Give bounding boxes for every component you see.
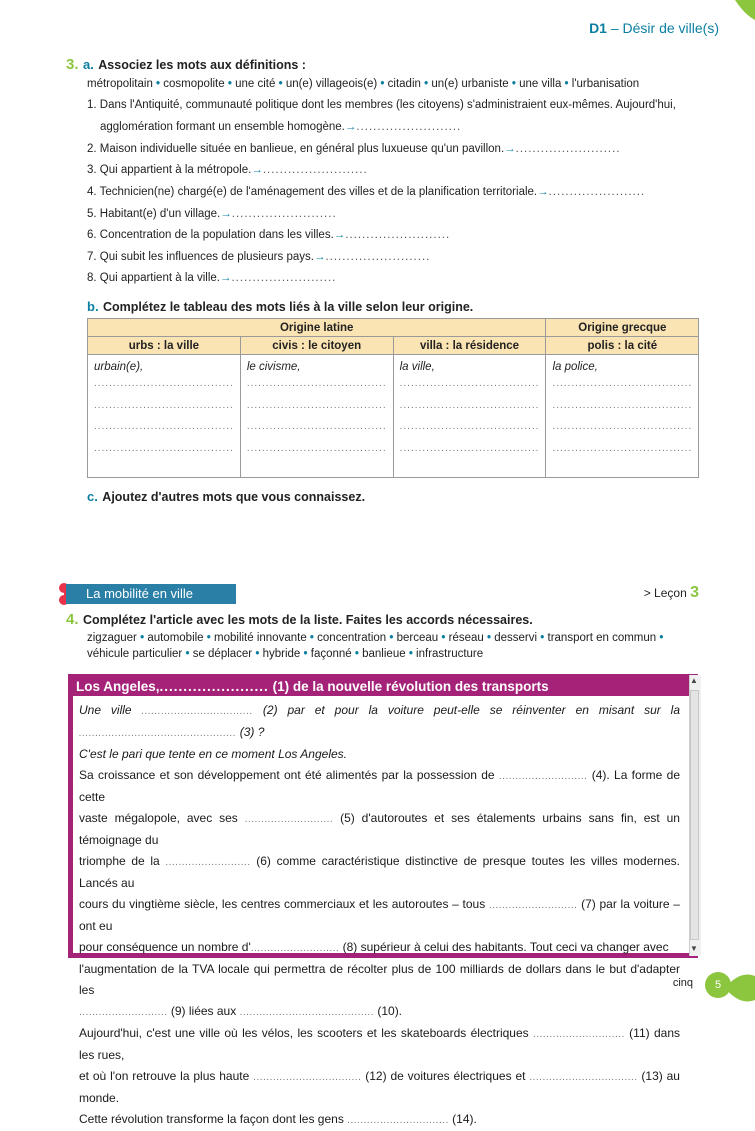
group-latin-header: Origine latine [88, 319, 546, 337]
table-cell-civis[interactable]: le civisme, ..................................... ..................................... ..................................... ..................................... [240, 355, 393, 478]
article-title-start: Los Angeles, [76, 679, 160, 694]
ex4-word-list-line2: véhicule particulier • se déplacer • hybride • façonné • banlieue • infrastructure [87, 648, 484, 660]
answer-blank[interactable]: ............................ [533, 1029, 625, 1040]
arrow-right-icon: → [504, 143, 516, 155]
table-cell-villa[interactable]: la ville, ..................................... ..................................... ..................................... ..................................... [393, 355, 546, 478]
definition-text: agglomération formant un ensemble homogène. [100, 121, 345, 133]
ex3c-letter: c. [87, 489, 98, 504]
definition-number: 4. [87, 186, 97, 198]
word: mobilité innovante [214, 632, 307, 644]
definition-4 [87, 186, 645, 198]
article-line: pour conséquence un nombre d'........................... (8) supérieur à celui des habitants. Tout ceci va changer avec [79, 940, 669, 954]
ex3-heading [66, 56, 306, 74]
ex4-number: 4. [66, 611, 79, 628]
definition-text: Dans l'Antiquité, communauté politique dont les membres (les citoyens) s'administraient eux-mêmes. Aujourd'hui, [99, 99, 676, 111]
word: banlieue [362, 648, 406, 660]
ex3b-letter: b. [87, 299, 99, 314]
example-word: la ville, [399, 361, 435, 373]
ex4-heading [66, 611, 533, 629]
arrow-right-icon: → [537, 186, 549, 198]
answer-blank[interactable]: ......................... [345, 229, 451, 241]
answer-blank[interactable]: ......................... [231, 272, 337, 284]
origin-table [87, 318, 699, 478]
answer-blank[interactable]: ........................... [250, 943, 340, 954]
word: berceau [396, 632, 439, 644]
definition-number: 5. [87, 208, 97, 220]
definition-1-cont [100, 121, 461, 133]
unit-title: – Désir de ville(s) [610, 20, 719, 36]
definition-text: Habitant(e) d'un village. [99, 208, 221, 220]
definition-7 [87, 251, 430, 263]
footer-decoration-icon [725, 970, 755, 1006]
arrow-right-icon: → [333, 229, 346, 241]
example-word: le civisme, [246, 361, 301, 373]
article-line: cours du vingtième siècle, les centres commerciaux et les autoroutes – tous ........................... (7) par la voiture – ont eu [79, 897, 680, 933]
ex3c-instruction: Ajoutez d'autres mots que vous connaissez. [102, 490, 366, 504]
arrow-right-icon: → [220, 208, 232, 220]
corner-decoration-icon [725, 0, 755, 60]
definition-6 [87, 229, 450, 241]
group-greek-header: Origine grecque [546, 319, 699, 337]
definition-text: Technicien(ne) chargé(e) de l'aménagement des villes et de la planification territoriale. [99, 186, 538, 198]
word: une villa [519, 78, 562, 90]
ex3b-heading [87, 298, 473, 316]
answer-blank[interactable]: .................................. [141, 706, 253, 717]
article-line: C'est le pari que tente en ce moment Los Angeles. [79, 747, 348, 761]
article-line: l'augmentation de la TVA locale qui permettra de récolter plus de 100 milliards de dollars dans le but d'adapter les [79, 962, 680, 997]
word: un(e) urbaniste [431, 78, 509, 90]
article-body [79, 700, 680, 1131]
word: transport en commun [547, 632, 657, 644]
word: métropolitain [87, 78, 153, 90]
column-header-urbs: urbs : la ville [88, 337, 241, 355]
page-number: 5 [705, 972, 731, 998]
table-cell-urbs[interactable]: urbain(e), ..................................... ..................................... ..................................... ..................................... [88, 355, 241, 478]
answer-blank[interactable]: ........................... [79, 1007, 168, 1018]
word: desservi [494, 632, 538, 644]
word: infrastructure [416, 648, 484, 660]
page-header [589, 20, 719, 36]
lesson-label: > Leçon [643, 586, 687, 600]
word: réseau [448, 632, 484, 644]
answer-blank[interactable]: ......................... [231, 208, 337, 220]
definition-3 [87, 164, 368, 176]
answer-blank[interactable]: ......................................... [239, 1007, 374, 1018]
scroll-up-icon[interactable]: ▲ [690, 676, 698, 685]
definition-number: 6. [87, 229, 97, 241]
word: véhicule particulier [87, 648, 183, 660]
article-line: Cette révolution transforme la façon dont les gens ............................... (14). [79, 1112, 477, 1126]
word: un(e) villageois(e) [285, 78, 378, 90]
article-line: Une ville .................................. (2) par et pour la voiture peut-elle se réinventer en misant sur la ................................................ (3) ? [79, 703, 681, 739]
definition-5 [87, 208, 337, 220]
article-title [68, 674, 689, 696]
arrow-right-icon: → [313, 251, 326, 263]
ex3b-instruction: Complétez le tableau des mots liés à la ville selon leur origine. [103, 300, 474, 314]
ex4-instruction: Complétez l'article avec les mots de la liste. Faites les accords nécessaires. [82, 613, 533, 627]
article-line: vaste mégalopole, avec ses ........................... (5) d'autoroutes et ses étalements urbains sans fin, est un témoignage du [79, 811, 680, 847]
answer-blank[interactable]: ....................... [159, 679, 269, 694]
ex4-word-list-line1: zigzaguer • automobile • mobilité innovante • concentration • berceau • réseau • desservi • transport en commun • [87, 632, 664, 644]
definition-text: Concentration de la population dans les villes. [99, 229, 334, 241]
scroll-down-icon[interactable]: ▼ [690, 944, 698, 953]
definition-number: 2. [87, 143, 97, 155]
ex3-number: 3. [66, 56, 79, 73]
example-word: la police, [552, 361, 598, 373]
ex3c-heading [87, 488, 365, 506]
word: hybride [262, 648, 301, 660]
definition-8 [87, 272, 336, 284]
column-header-civis: civis : le citoyen [240, 337, 393, 355]
definition-number: 3. [87, 164, 97, 176]
ex3a-letter: a. [82, 57, 94, 72]
word: l'urbanisation [571, 78, 640, 90]
answer-blank[interactable]: ............................... [347, 1115, 449, 1126]
article-scrollbar-thumb[interactable] [690, 690, 699, 940]
answer-blank[interactable]: ................................................ [79, 728, 237, 739]
word: cosmopolite [163, 78, 225, 90]
word: automobile [147, 632, 204, 644]
column-header-polis: polis : la cité [546, 337, 699, 355]
answer-blank[interactable]: ......................... [356, 121, 462, 133]
answer-blank[interactable]: ......................... [515, 143, 621, 155]
article-line: triomphe de la .......................... (6) comme caractéristique distinctive de presque toutes les villes modernes. Lancés au [79, 854, 680, 890]
definition-number: 8. [87, 272, 97, 284]
answer-blank[interactable]: ........................... [244, 814, 334, 825]
word: zigzaguer [87, 632, 137, 644]
arrow-right-icon: → [344, 121, 357, 133]
ex3-word-list: métropolitain • cosmopolite • une cité • un(e) villageois(e) • citadin • un(e) urbaniste • une villa • l'urbanisation [87, 78, 640, 90]
article-line: ........................... (9) liées aux ......................................... (10). [79, 1004, 403, 1018]
article-line: et où l'on retrouve la plus haute ................................. (12) de voitures électriques et ................................. (13) au monde. [79, 1069, 680, 1105]
lesson-link[interactable] [644, 584, 699, 602]
word: concentration [317, 632, 387, 644]
table-cell-polis[interactable]: la police, ..................................... ..................................... ..................................... ..................................... [546, 355, 699, 478]
definition-number: 1. [87, 99, 97, 111]
answer-blank[interactable]: ........................... [488, 900, 578, 911]
definition-text: Maison individuelle située en banlieue, en général plus luxueuse qu'un pavillon. [99, 143, 505, 155]
definition-2 [87, 143, 621, 155]
definition-text: Qui appartient à la métropole. [99, 164, 252, 176]
unit-code: D1 [589, 20, 607, 36]
word: se déplacer [192, 648, 253, 660]
answer-blank[interactable]: .......................... [165, 857, 251, 868]
arrow-right-icon: → [251, 164, 263, 176]
page-word: cinq [672, 977, 693, 989]
ex3a-instruction: Associez les mots aux définitions : [98, 58, 306, 72]
answer-blank[interactable]: ................................. [253, 1072, 362, 1083]
definition-number: 7. [87, 251, 97, 263]
word: une cité [235, 78, 276, 90]
answer-blank[interactable]: ....................... [548, 186, 646, 198]
answer-blank[interactable]: ................................. [529, 1072, 638, 1083]
article-line: Aujourd'hui, c'est une ville où les vélos, les scooters et les skateboards électriques ............................ (11) dans les rues, [79, 1026, 680, 1062]
word: citadin [387, 78, 421, 90]
answer-blank[interactable]: ......................... [325, 251, 431, 263]
article-line: Sa croissance et son développement ont été alimentés par la possession de ........................... (4). La forme de cette [79, 768, 680, 804]
answer-blank[interactable]: ........................... [498, 771, 588, 782]
article-title-end: (1) de la nouvelle révolution des transports [272, 679, 549, 694]
lesson-number: 3 [690, 584, 699, 601]
section-title: La mobilité en ville [66, 584, 236, 604]
answer-blank[interactable]: ......................... [262, 164, 368, 176]
definition-1 [87, 99, 676, 111]
definition-text: Qui appartient à la ville. [99, 272, 220, 284]
definition-text: Qui subit les influences de plusieurs pays. [99, 251, 314, 263]
example-word: urbain(e), [94, 361, 144, 373]
word: façonné [310, 648, 352, 660]
arrow-right-icon: → [219, 272, 232, 284]
column-header-villa: villa : la résidence [393, 337, 546, 355]
